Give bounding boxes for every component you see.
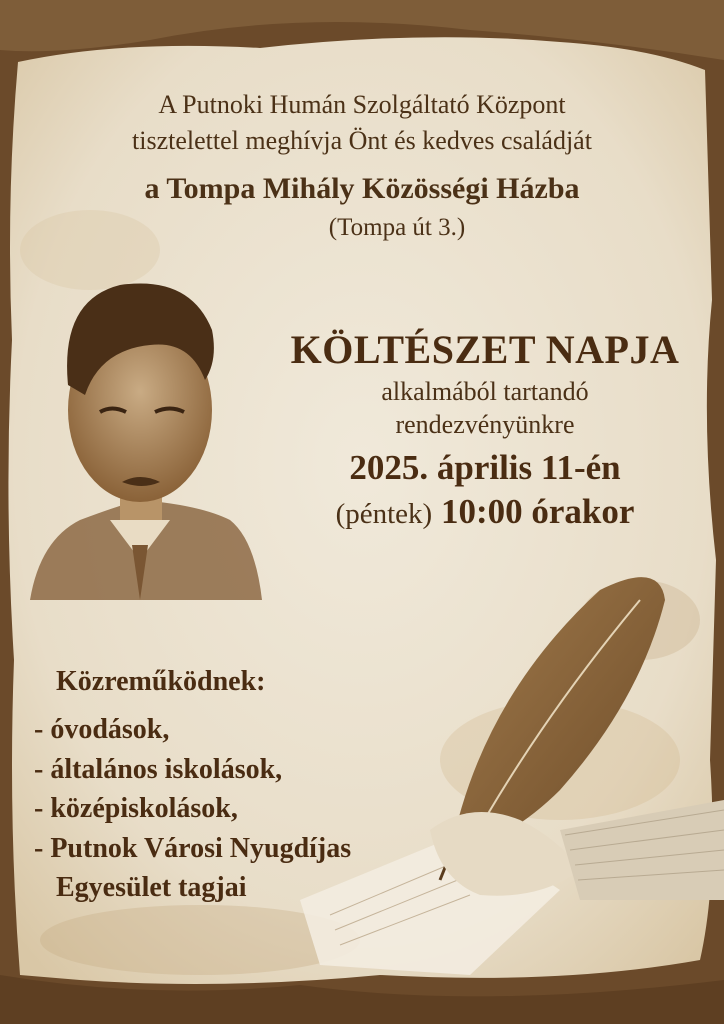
venue-name: a Tompa Mihály Közösségi Házba (144, 172, 580, 205)
event-subtitle-1: alkalmából tartandó (381, 377, 589, 406)
event-time-line (245, 492, 724, 532)
contributor-item: - középiskolások, (34, 793, 238, 824)
event-title: KÖLTÉSZET NAPJA (290, 327, 680, 372)
event-subtitle-2: rendezvényünkre (395, 410, 575, 439)
venue-address: (Tompa út 3.) (328, 214, 466, 241)
contributor-item: Egyesület tagjai (56, 872, 247, 903)
contributor-item: - óvodások, (34, 714, 170, 745)
event-time: 10:00 órakor (440, 492, 635, 531)
event-day: (péntek) (335, 498, 433, 530)
contributor-item: - Putnok Városi Nyugdíjas (34, 833, 352, 864)
invite-line-2: tisztelettel meghívja Önt és kedves családját (132, 126, 592, 155)
invite-line-1: A Putnoki Humán Szolgáltató Központ (158, 90, 566, 119)
event-date: 2025. április 11-én (349, 448, 621, 487)
contributor-item: - általános iskolások, (34, 754, 283, 785)
contributors-heading: Közreműködnek: (56, 666, 266, 697)
